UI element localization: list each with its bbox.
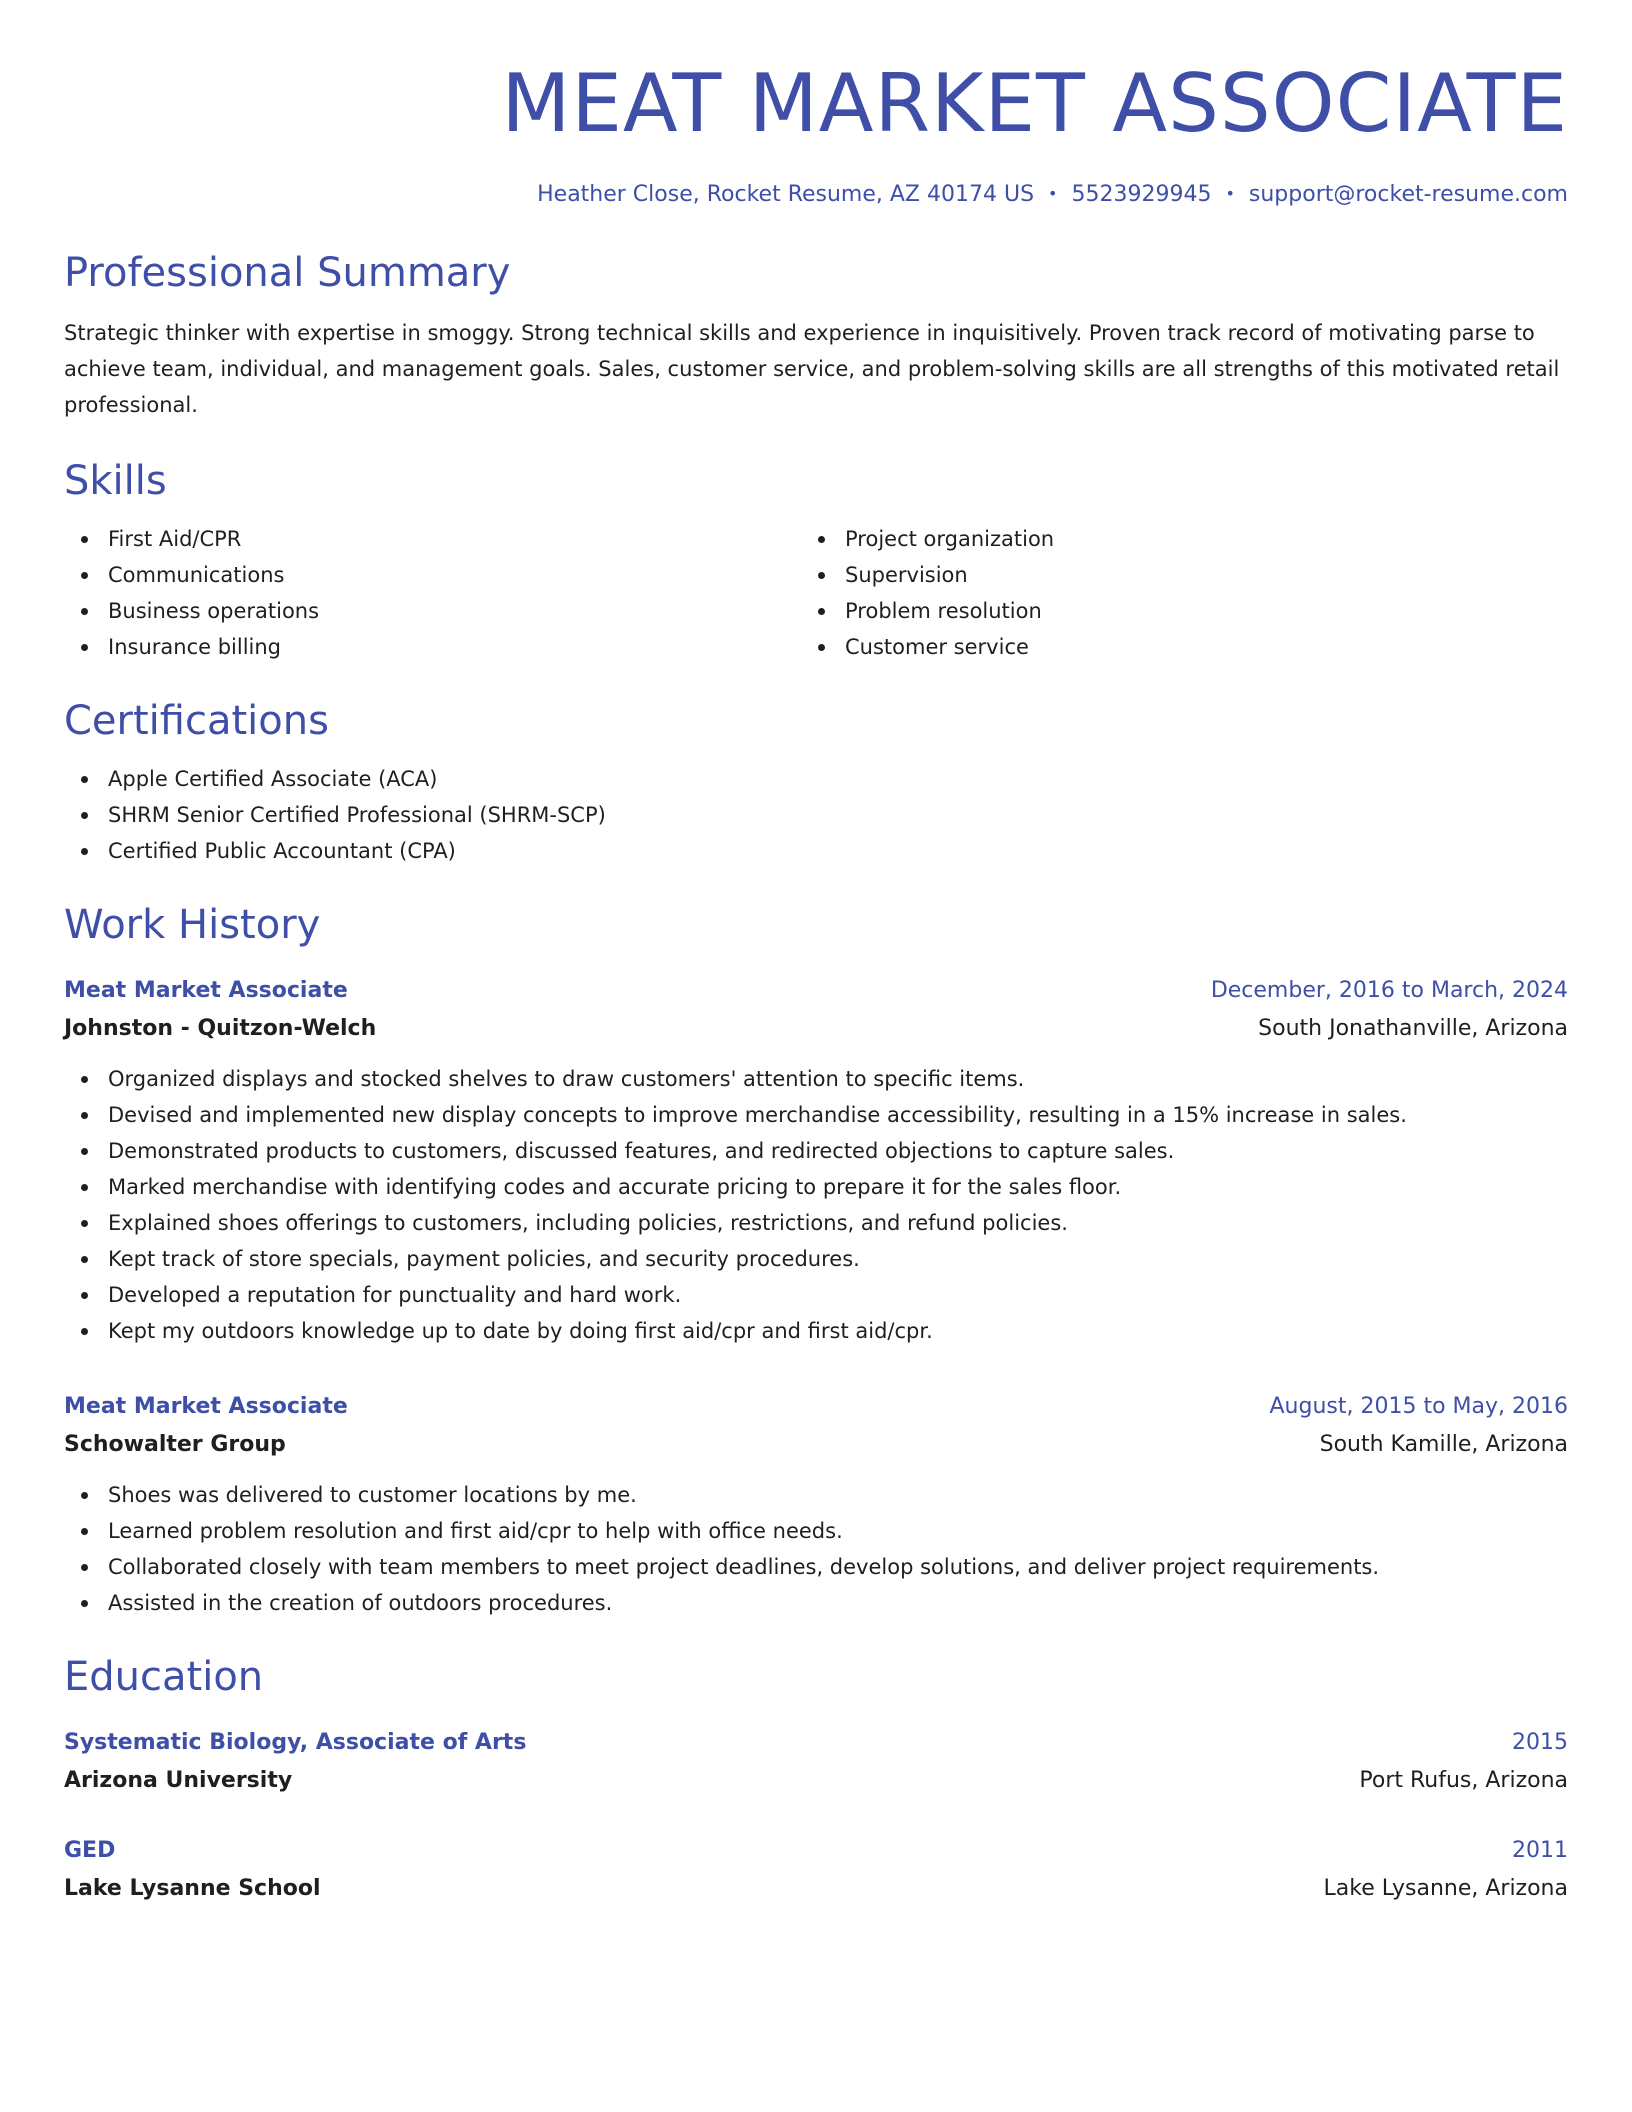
education-heading: Education: [64, 1654, 264, 1700]
skills-list-left: [64, 521, 801, 665]
job-bullets: [64, 1477, 1568, 1621]
education-entry: [64, 1833, 1568, 1909]
job-entry: [64, 973, 1568, 1349]
resume-title: MEAT MARKET ASSOCIATE: [501, 57, 1568, 150]
job-title: Meat Market Associate: [64, 1394, 348, 1419]
job-company-row: [64, 1425, 1568, 1465]
skill-item: Communications: [64, 557, 801, 593]
job-bullet: Shoes was delivered to customer locations by me.: [64, 1477, 1568, 1513]
education-school: Arizona University: [64, 1768, 293, 1793]
education-degree: Systematic Biology, Associate of Arts: [64, 1730, 527, 1755]
skills-column-left: [64, 521, 801, 665]
education-school-row: [64, 1869, 1568, 1909]
job-bullet: Devised and implemented new display concepts to improve merchandise accessibility, resulting in a 15% increase in sales.: [64, 1097, 1568, 1133]
skill-item: Project organization: [801, 521, 1538, 557]
contact-address: Heather Close, Rocket Resume, AZ 40174 US: [537, 182, 1035, 207]
resume-header: [64, 0, 1568, 207]
job-bullet: Assisted in the creation of outdoors procedures.: [64, 1585, 1568, 1621]
contact-separator: •: [1225, 184, 1235, 203]
contact-email: support@rocket-resume.com: [1248, 182, 1568, 207]
job-bullet: Explained shoes offerings to customers, including policies, restrictions, and refund policies.: [64, 1205, 1568, 1241]
job-bullet: Organized displays and stocked shelves to draw customers' attention to specific items.: [64, 1061, 1568, 1097]
job-dates: August, 2015 to May, 2016: [1269, 1394, 1568, 1419]
job-location: South Kamille, Arizona: [1319, 1432, 1568, 1457]
skill-item: Supervision: [801, 557, 1538, 593]
certification-item: SHRM Senior Certified Professional (SHRM-SCP): [64, 797, 1568, 833]
skills-column-right: [801, 521, 1538, 665]
job-company-row: [64, 1009, 1568, 1049]
contact-separator: •: [1048, 184, 1058, 203]
job-dates: December, 2016 to March, 2024: [1210, 978, 1568, 1003]
summary-text: Strategic thinker with expertise in smoggy. Strong technical skills and experience in inquisitively. Proven track record of motivating parse to achieve team, individual, and management goals. Sales, customer service, and problem-solving skills are all strengths of this motivated retail professional.: [64, 321, 1560, 417]
job-bullet: Demonstrated products to customers, discussed features, and redirected objections to capture sales.: [64, 1133, 1568, 1169]
job-company: Johnston - Quitzon-Welch: [64, 1016, 377, 1041]
education-school-row: [64, 1761, 1568, 1801]
education-location: Port Rufus, Arizona: [1359, 1768, 1568, 1793]
education-entry: [64, 1725, 1568, 1801]
job-title-row: [64, 973, 1568, 1009]
education-location: Lake Lysanne, Arizona: [1323, 1876, 1568, 1901]
skill-item: First Aid/CPR: [64, 521, 801, 557]
skill-item: Problem resolution: [801, 593, 1538, 629]
job-bullet: Kept track of store specials, payment policies, and security procedures.: [64, 1241, 1568, 1277]
job-title: Meat Market Associate: [64, 978, 348, 1003]
education-degree: GED: [64, 1838, 116, 1863]
job-title-row: [64, 1389, 1568, 1425]
skills-list-right: [801, 521, 1538, 665]
education-degree-row: [64, 1833, 1568, 1869]
contact-phone: 5523929945: [1071, 182, 1212, 207]
skill-item: Customer service: [801, 629, 1538, 665]
certification-item: Apple Certified Associate (ACA): [64, 761, 1568, 797]
education-section: [64, 1651, 1568, 1909]
job-bullet: Learned problem resolution and first aid/cpr to help with office needs.: [64, 1513, 1568, 1549]
work-history-section: [64, 899, 1568, 1621]
certifications-heading: Certifications: [64, 698, 329, 744]
job-location: South Jonathanville, Arizona: [1258, 1016, 1568, 1041]
summary-section: [64, 247, 1568, 423]
skills-heading: Skills: [64, 458, 167, 504]
summary-heading: Professional Summary: [64, 250, 511, 296]
education-school: Lake Lysanne School: [64, 1876, 321, 1901]
job-bullet: Marked merchandise with identifying codes and accurate pricing to prepare it for the sales floor.: [64, 1169, 1568, 1205]
job-bullet: Kept my outdoors knowledge up to date by doing first aid/cpr and first aid/cpr.: [64, 1313, 1568, 1349]
education-year: 2011: [1512, 1838, 1568, 1863]
job-bullet: Collaborated closely with team members to meet project deadlines, develop solutions, and deliver project requirements.: [64, 1549, 1568, 1585]
skill-item: Business operations: [64, 593, 801, 629]
job-company: Schowalter Group: [64, 1432, 286, 1457]
skill-item: Insurance billing: [64, 629, 801, 665]
certifications-section: [64, 695, 1568, 869]
education-degree-row: [64, 1725, 1568, 1761]
skills-section: [64, 455, 1568, 665]
job-bullet: Developed a reputation for punctuality and hard work.: [64, 1277, 1568, 1313]
education-year: 2015: [1512, 1730, 1568, 1755]
certification-item: Certified Public Accountant (CPA): [64, 833, 1568, 869]
work-history-heading: Work History: [64, 902, 321, 948]
job-entry: [64, 1389, 1568, 1621]
job-bullets: [64, 1061, 1568, 1349]
skills-grid: [64, 521, 1568, 665]
certifications-list: [64, 761, 1568, 869]
contact-line: [64, 182, 1568, 207]
